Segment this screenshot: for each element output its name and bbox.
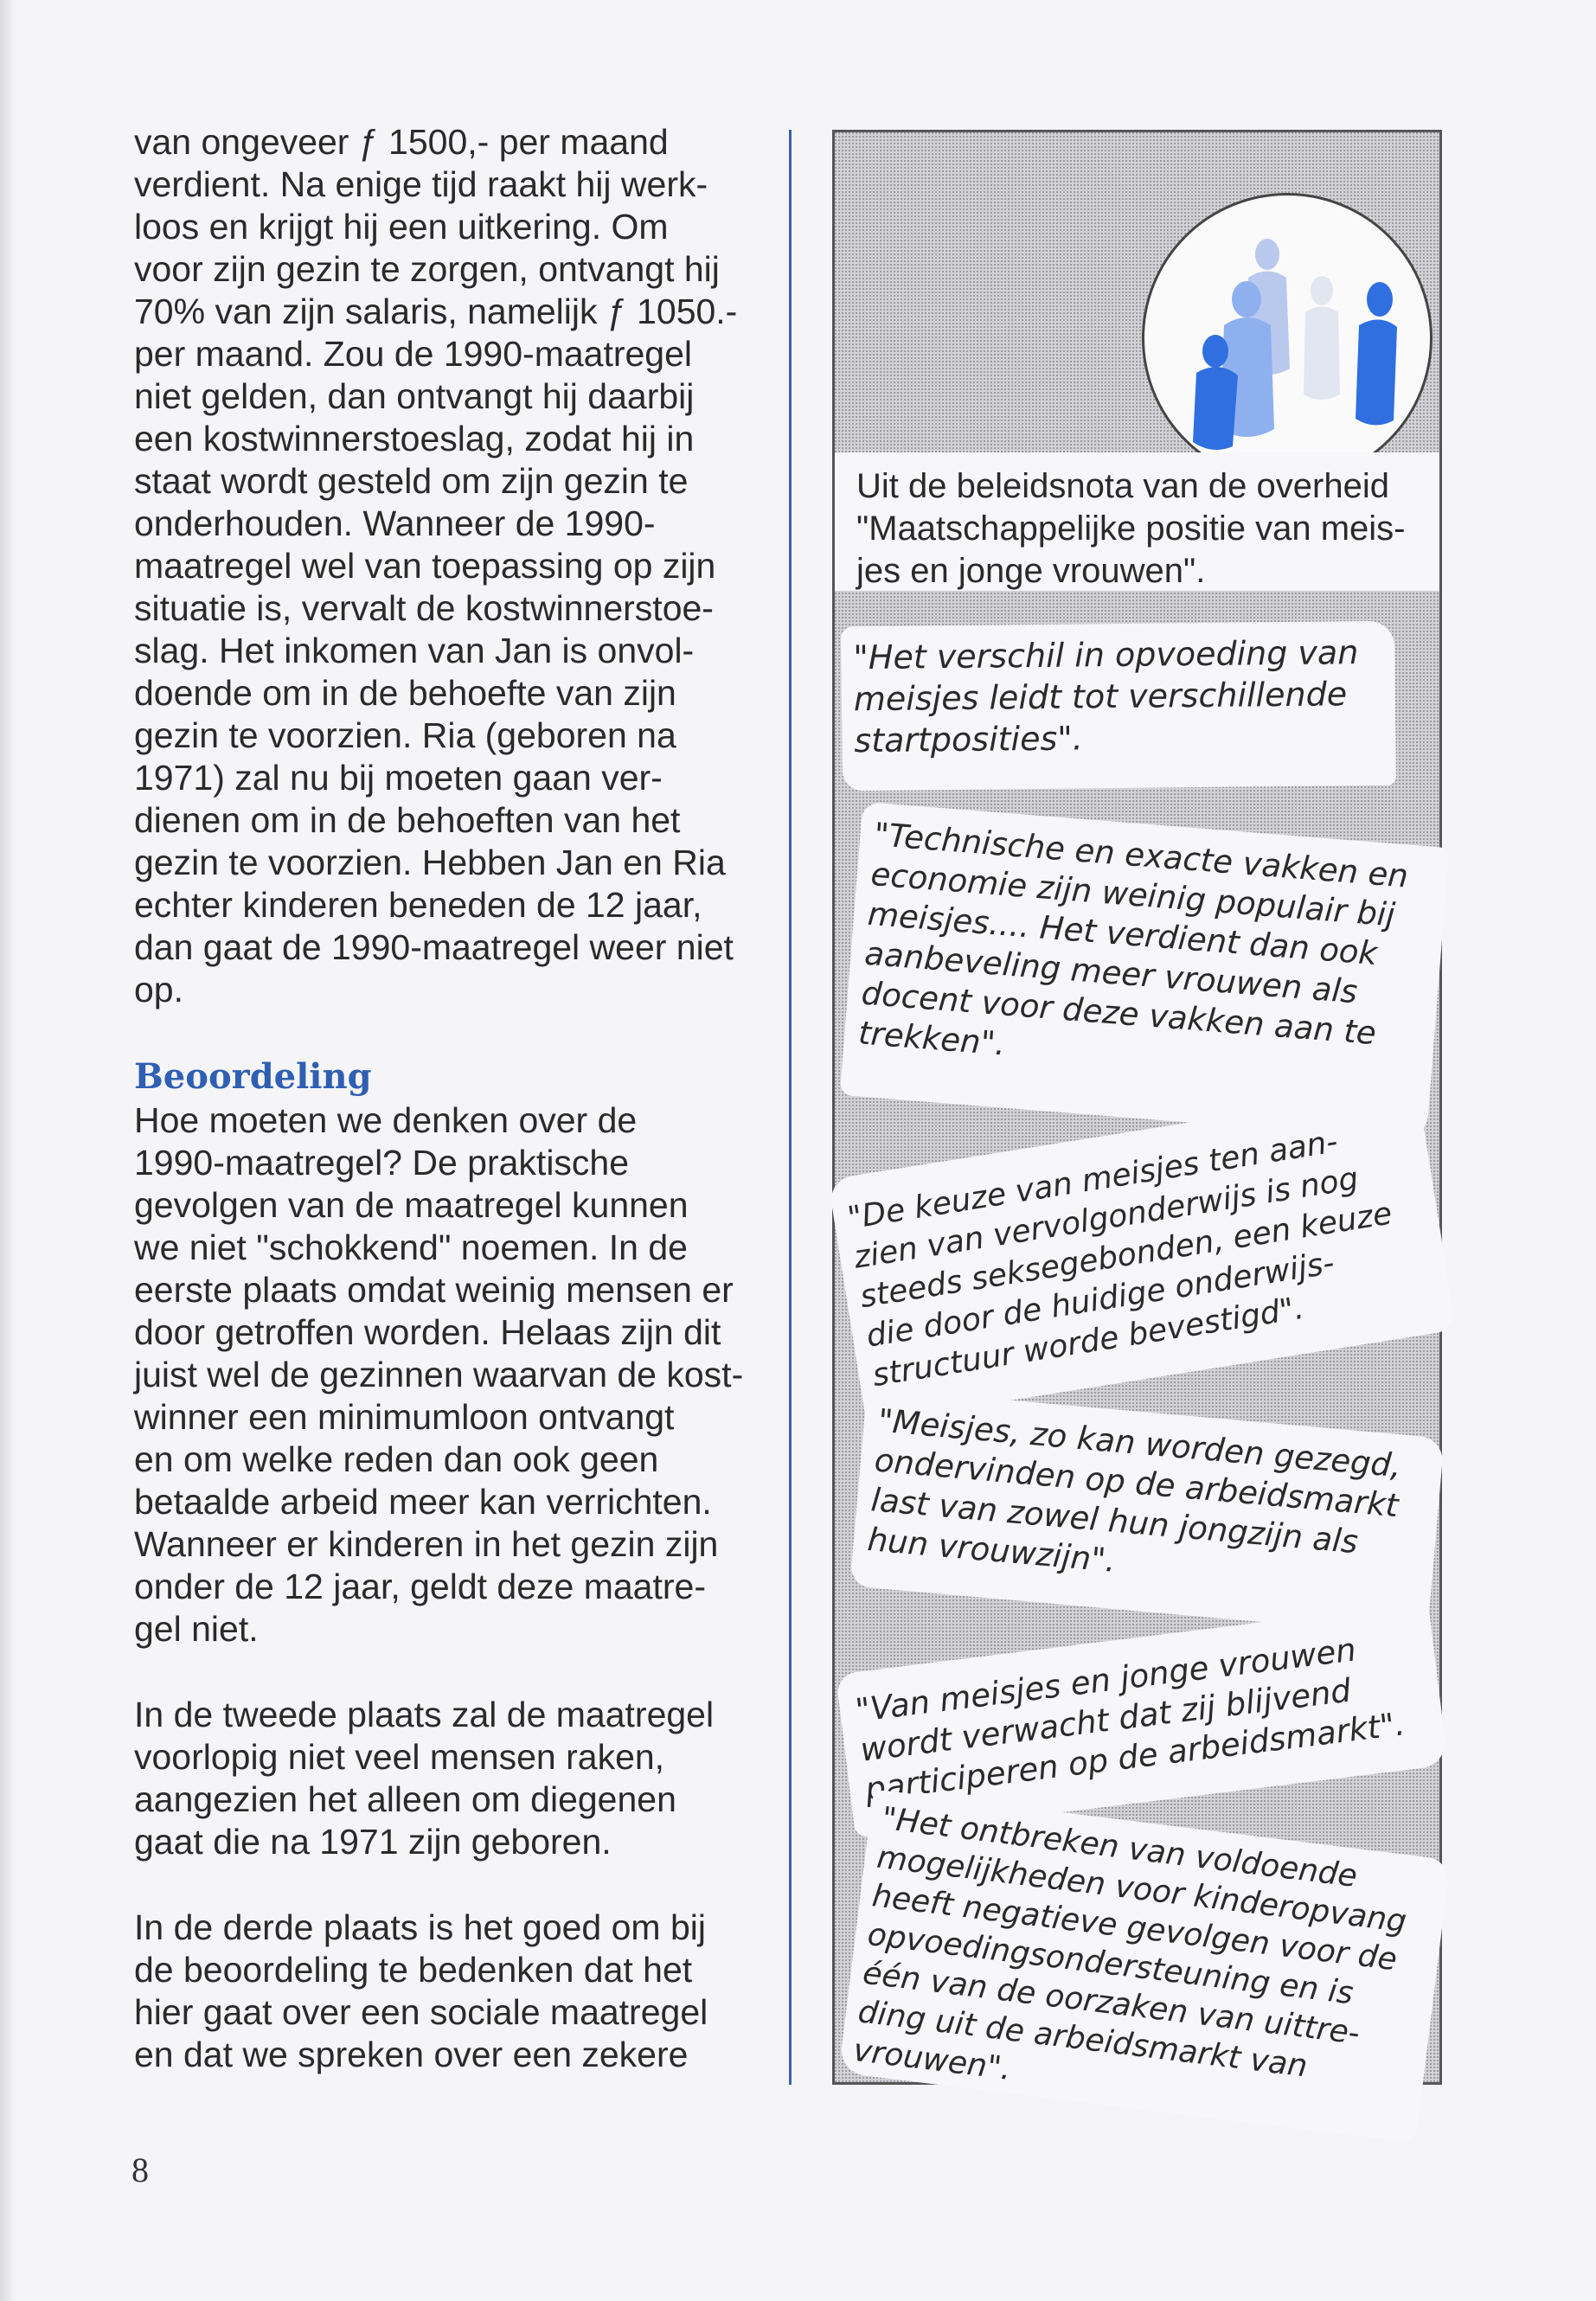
body-paragraph: In de tweede plaats zal de maatregel voorlopig niet veel mensen raken, aangezien het alleen om diegenen gaat die na 1971 zijn geboren. bbox=[134, 1695, 715, 1862]
main-text-column bbox=[134, 121, 757, 2076]
source-caption: Uit de beleidsnota van de overheid "Maatschappelijke positie van meis- jes en jonge vrouwen". bbox=[856, 467, 1406, 590]
page-number: 8 bbox=[131, 2150, 149, 2189]
quote-sidebar bbox=[832, 130, 1442, 2085]
people-illustration bbox=[1142, 193, 1433, 484]
quote-card: "Van meisjes en jonge vrouwen wordt verwacht dat zij blijvend participeren op de arbeidsmarkt". bbox=[836, 1602, 1448, 1838]
quote-card: "Het ontbreken van voldoende mogelijkheden voor kinderopvang heeft negatieve gevolgen voor de opvoedingsondersteuning en is één van de oorzaken van uittre- ding uit de arbeidsmarkt van vrouwen". bbox=[838, 1789, 1450, 2143]
quote-card: "Meisjes, zo kan worden gezegd, ondervinden op de arbeidsmarkt last van zowel hun jongzijn als hun vrouwzijn". bbox=[849, 1388, 1444, 1637]
quote-card: "Technische en exacte vakken en economie zijn weinig populair bij meisjes.... Het verdient dan ook aanbeveling meer vrouwen als docent voor deze vakken aan te trekken". bbox=[840, 802, 1450, 1141]
page-edge-shadow bbox=[0, 0, 16, 2301]
section-heading: Beoordeling bbox=[134, 1056, 372, 1097]
body-paragraph: In de derde plaats is het goed om bij de beoordeling te bedenken dat het hier gaat over een sociale maatregel en dat we spreken over een zekere bbox=[134, 1907, 708, 2074]
column-divider bbox=[789, 130, 792, 2085]
body-paragraph: Hoe moeten we denken over de 1990-maatregel? De praktische gevolgen van de maatregel kunnen we niet "schokkend" noemen. In de eerste plaats omdat weinig mensen er door getroffen worden. Helaas zijn dit juist wel de gezinnen waarvan de kost- winner een minimumloon ontvangt en om welke reden dan ook geen betaalde arbeid meer kan verrichten. Wanneer er kinderen in het gezin zijn onder de 12 jaar, geldt deze maatre- gel niet. bbox=[134, 1100, 744, 1649]
quote-card: "De keuze van meisjes ten aan- zien van vervolgonderwijs is nog steeds seksegebonden, een keuze die door de huidige onderwijs- structuur worde bevestigd". bbox=[828, 1086, 1456, 1423]
people-silhouettes-icon bbox=[1144, 195, 1430, 481]
body-paragraph: van ongeveer ƒ 1500,- per maand verdient. Na enige tijd raakt hij werk- loos en krijgt hij een uitkering. Om voor zijn gezin te zorgen, ontvangt hij 70% van zijn salaris, namelijk ƒ 1050.- per maand. Zou de 1990-maatregel niet gelden, dan ontvangt hij daarbij een kostwinnerstoeslag, zodat hij in staat wordt gesteld om zijn gezin te onderhouden. Wanneer de 1990- maatregel wel van toepassing op zijn situatie is, vervalt de kostwinnerstoe- slag. Het inkomen van Jan is onvol- doende om in de behoefte van zijn gezin te voorzien. Ria (geboren na 1971) zal nu bij moeten gaan ver- dienen om in de behoeften van het gezin te voorzien. Hebben Jan en Ria echter kinderen beneden de 12 jaar, dan gaat de 1990-maatregel weer niet op. bbox=[134, 122, 738, 1009]
quote-card: "Het verschil in opvoeding van meisjes leidt tot verschillende startposities". bbox=[841, 621, 1396, 792]
source-panel bbox=[835, 452, 1439, 591]
